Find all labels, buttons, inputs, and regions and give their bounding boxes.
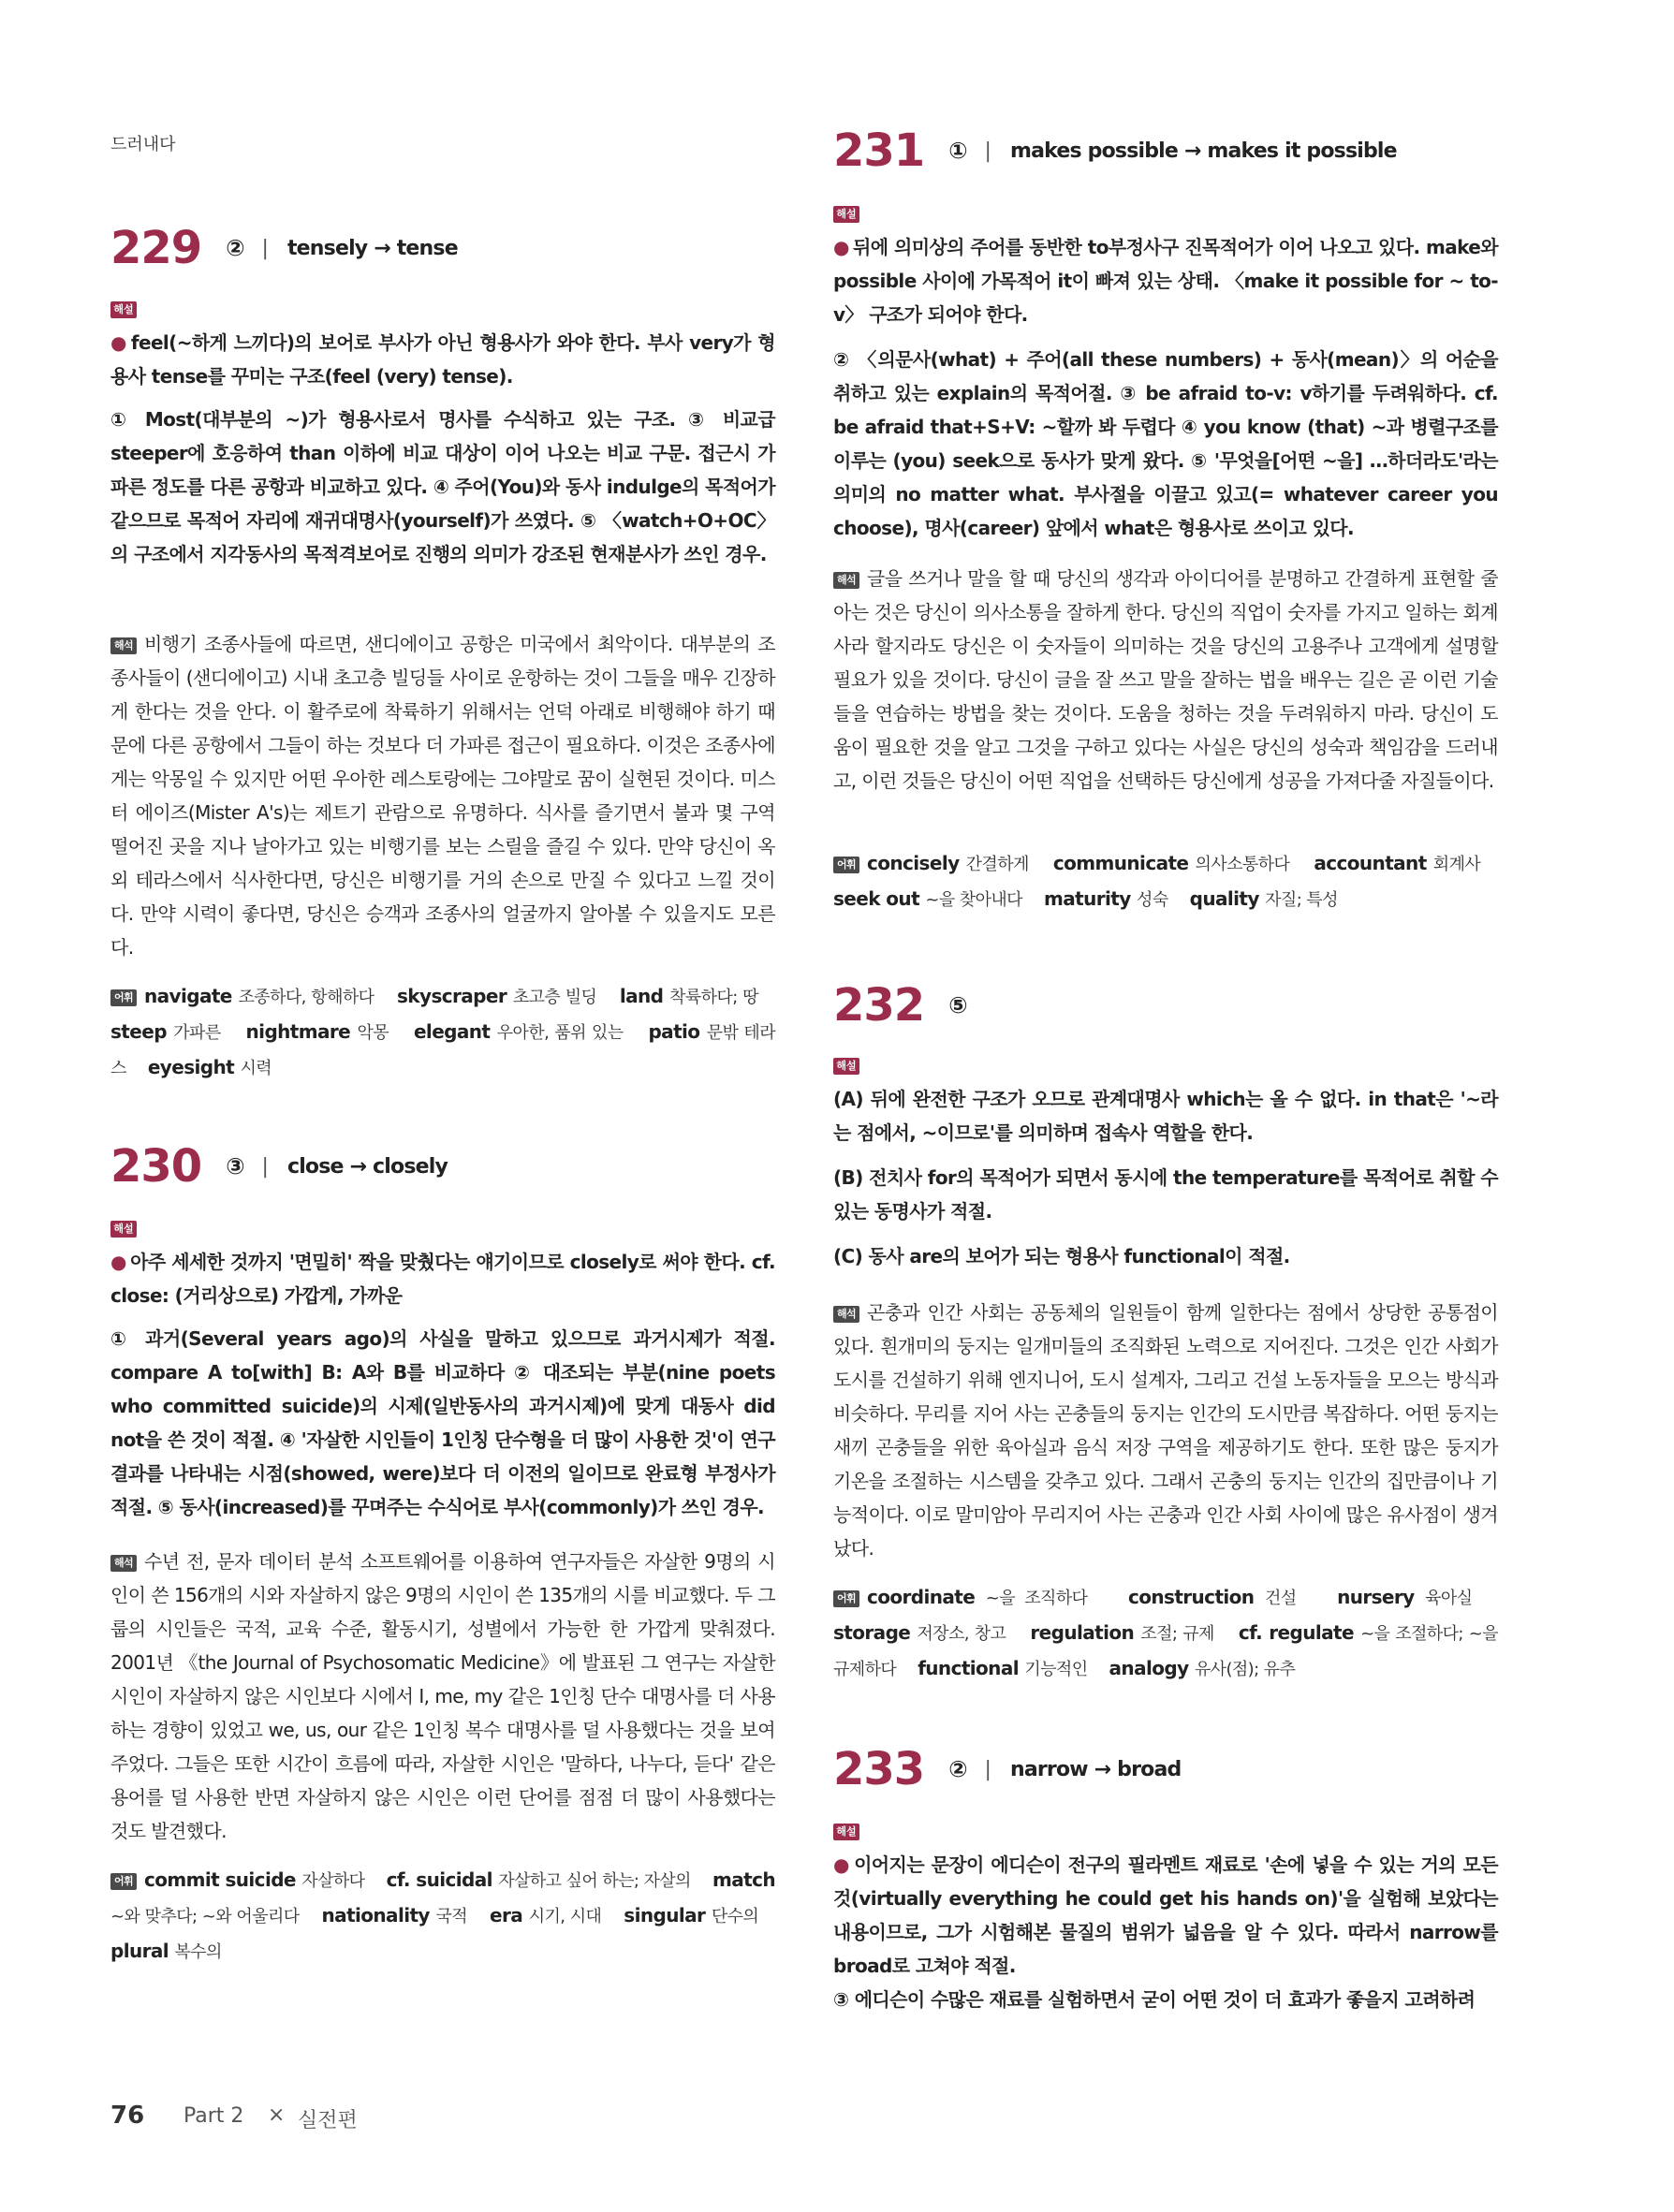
q230-answer: ③ <box>226 1153 245 1179</box>
q232-vocab-tag: 어휘 <box>833 1590 859 1607</box>
vocab-meaning: 건설 <box>1264 1589 1297 1608</box>
q229-trans-text: 비행기 조종사들에 따르면, 샌디에이고 공항은 미국에서 최악이다. 대부분의 조종사들이 (샌디에이고) 시내 초고층 빌딩들 사이로 운항하는 것이 그들을 매우 긴장하게 한다는 것을 안다. 이 활주로에 착륙하기 위해서는 언덕 아래로 비행해야 하기 때문에 다른 공항에서 그들이 하는 것보다 더 가파른 접근이 필요하다. 이것은 조종사에게는 악몽일 수 있지만 어떤 우아한 레스토랑에는 그야말로 꿈이 실현된 것이다. 미스터 에이즈(Mister A's)는 제트기 관람으로 유명하다. 식사를 즐기면서 불과 몇 구역 떨어진 곳을 지나 날아가고 있는 비행기를 보는 스릴을 즐길 수 있다. 만약 당신이 옥외 테라스에서 식사한다면, 당신은 비행기를 거의 손으로 만질 수 있다고 느낄 것이다. 만약 시력이 좋다면, 당신은 승객과 조종사의 얼굴까지 알아볼 수 있을지도 모른다. <box>110 633 775 959</box>
q232-number: 232 <box>833 979 925 1032</box>
vocab-word: commit suicide <box>144 1868 302 1891</box>
vocab-meaning: 우아한, 품위 있는 <box>496 1023 624 1043</box>
footer-section: 실전편 <box>298 2109 358 2132</box>
q233-divider: | <box>984 1757 991 1781</box>
q230-explanation-2: ① 과거(Several years ago)의 사실을 말하고 있으므로 과거시제가 적절. compare A to[with] B: A와 B를 비교하다 ② 대조되는 부분(nine poets who committed suicide)의 시제(일반동사의 과거시제)에 맞게 대동사 did not을 쓴 것이 적절. ④ '자살한 시인들이 1인칭 단수형을 더 많이 사용한 것'이 연구 결과를 나타내는 시점(showed, were)보다 더 이전의 일이므로 완료형 부정사가 적절. ⑤ 동사(increased)를 꾸며주는 수식어로 부사(commonly)가 쓰인 경우. <box>110 1327 775 1518</box>
bullet-dot-icon: ● <box>110 1251 127 1273</box>
q231-trans-tag: 해석 <box>833 572 859 589</box>
q229-correction: tensely → tense <box>286 236 458 260</box>
vocab-word: cf. suicidal <box>386 1868 499 1891</box>
vocab-meaning: 저장소, 창고 <box>917 1624 1006 1644</box>
vocab-word: quality <box>1189 887 1266 910</box>
vocab-meaning: 조절; 규제 <box>1140 1624 1214 1644</box>
q232-vocab <box>833 1580 1498 1687</box>
q232-translation <box>833 1296 1498 1565</box>
q231-haeseol-tag-wrap <box>833 204 859 223</box>
q232-trans-tag: 해석 <box>833 1306 859 1323</box>
q232-c: (C) 동사 are의 보어가 되는 형용사 functional이 적절. <box>833 1245 1290 1267</box>
vocab-meaning: 시기, 시대 <box>528 1907 602 1926</box>
vocab-word: match <box>712 1868 776 1891</box>
q232-vocab-list <box>833 1586 1498 1679</box>
vocab-meaning: 기능적인 <box>1024 1660 1088 1679</box>
bullet-dot-icon: ● <box>833 1853 851 1876</box>
q229-answer: ② <box>226 235 245 261</box>
top-label: 드러내다 <box>110 135 176 154</box>
vocab-meaning: 자살하다 <box>301 1871 365 1891</box>
vocab-meaning: 회계사 <box>1432 855 1481 874</box>
q229-vocab-tag: 어휘 <box>110 989 137 1006</box>
q229-haeseol-tag-wrap <box>110 300 137 318</box>
q233-explanation-1 <box>833 1848 1498 1983</box>
q230-exp1-text: 아주 세세한 것까지 '면밀히' 짝을 맞췄다는 얘기이므로 closely로 써야 한다. cf. close: (거리상으로) 가깝게, 가까운 <box>110 1251 775 1307</box>
q231-exp1-text: 뒤에 의미상의 주어를 동반한 to부정사구 진목적어가 이어 나오고 있다. make와 possible 사이에 가목적어 it이 빠져 있는 상태. 〈make it possible for ~ to-v〉 구조가 되어야 한다. <box>833 236 1498 326</box>
vocab-meaning: 자살하고 싶어 하는; 자살의 <box>498 1871 691 1891</box>
vocab-meaning: ~을 조직하다 <box>985 1589 1088 1608</box>
vocab-meaning: 육아실 <box>1425 1589 1473 1608</box>
q230-vocab-tag: 어휘 <box>110 1873 137 1890</box>
q230-haeseol-tag-wrap <box>110 1219 137 1238</box>
q233-number: 233 <box>833 1743 925 1795</box>
q231-answer: ① <box>948 138 968 164</box>
q230-trans-text: 수년 전, 문자 데이터 분석 소프트웨어를 이용하여 연구자들은 자살한 9명의 시인이 쓴 156개의 시와 자살하지 않은 9명의 시인이 쓴 135개의 시를 비교했다. 두 그룹의 시인들은 국적, 교육 수준, 활동시기, 성별에서 가능한 한 가깝게 맞춰졌다. 2001년 《the Journal of Psychosomatic Medicine》에 발표된 그 연구는 자살한 시인이 자살하지 않은 시인보다 시에서 I, me, my 같은 1인칭 단수 대명사를 더 사용하는 경향이 있었고 we, us, our 같은 1인칭 복수 대명사를 덜 사용했다는 것을 보여주었다. 그들은 또한 시간이 흐름에 따라, 자살한 시인은 '말하다, 나누다, 듣다' 같은 용어를 덜 사용한 반면 자살하지 않은 시인은 이런 단어를 점점 더 많이 사용했다는 것도 발견했다. <box>110 1550 775 1842</box>
vocab-word: eyesight <box>147 1056 241 1078</box>
vocab-word: nursery <box>1337 1586 1426 1608</box>
vocab-meaning: 문밖 테라스 <box>110 1023 776 1078</box>
vocab-word: coordinate <box>867 1586 986 1608</box>
vocab-word: patio <box>648 1020 707 1043</box>
vocab-meaning: 의사소통하다 <box>1195 855 1290 874</box>
q231-explanation-2: ② 〈의문사(what) + 주어(all these numbers) + 동사(mean)〉의 어순을 취하고 있는 explain의 목적어절. ③ be afraid to-v: v하기를 두려워하다. cf. be afraid that+S+V: ~할까 봐 두렵다 ④ you know (that) ~과 병렬구조를 이루는 (you) seek으로 동사가 맞게 왔다. ⑤ '무엇을[어떤 ~을] …하더라도'라는 의미의 no matter what. 부사절을 이끌고 있고(= whatever career you choose), 명사(career) 앞에서 what은 형용사로 쓰이고 있다. <box>833 348 1498 539</box>
q229-translation <box>110 627 775 964</box>
q230-header <box>110 1140 448 1193</box>
q230-vocab <box>110 1863 775 1970</box>
vocab-meaning: 국적 <box>435 1907 468 1926</box>
vocab-meaning: ~을 찾아내다 <box>925 890 1022 910</box>
q231-trans-text: 글을 쓰거나 말을 할 때 당신의 생각과 아이디어를 분명하고 간결하게 표현할 줄 아는 것은 당신이 의사소통을 잘하게 한다. 당신의 직업이 숫자를 가지고 일하는 회계사라 할지라도 당신은 이 숫자들이 의미하는 것을 당신의 고용주나 고객에게 설명할 필요가 있을 것이다. 당신이 글을 잘 쓰고 말을 잘하는 법을 배우는 길은 곧 이런 기술들을 연습하는 방법을 찾는 것이다. 도움을 청하는 것을 두려워하지 마라. 당신이 도움이 필요한 것을 알고 그것을 구하고 있다는 사실은 당신의 성숙과 책임감을 드러내고, 이런 것들은 당신이 어떤 직업을 선택하든 당신에게 성공을 가져다줄 자질들이다. <box>833 567 1498 792</box>
q229-trans-tag: 해석 <box>110 637 137 654</box>
vocab-word: functional <box>918 1657 1025 1679</box>
q229-exp1-text: feel(~하게 느끼다)의 보어로 부사가 아닌 형용사가 와야 한다. 부사 very가 형용사 tense를 꾸미는 구조(feel (very) tense). <box>110 331 775 388</box>
q231-correction: makes possible → makes it possible <box>1009 139 1397 163</box>
q233-answer: ② <box>948 1756 968 1782</box>
q230-translation <box>110 1545 775 1848</box>
q232-trans-text: 곤충과 인간 사회는 공동체의 일원들이 함께 일한다는 점에서 상당한 공통점이 있다. 흰개미의 둥지는 일개미들의 조직화된 노력으로 지어진다. 그것은 인간 사회가 도시를 건설하기 위해 엔지니어, 도시 설계자, 그리고 건설 노동자들을 모으는 방식과 비슷하다. 무리를 지어 사는 곤충들의 둥지는 인간의 도시만큼 복잡하다. 어떤 둥지는 새끼 곤충들을 위한 육아실과 음식 저장 구역을 제공하기도 한다. 또한 많은 둥지가 기온을 조절하는 시스템을 갖추고 있다. 그래서 곤충의 둥지는 인간의 집만큼이나 기능적이다. 이로 말미암아 무리지어 사는 곤충과 인간 사회 사이에 많은 유사점이 생겨났다. <box>833 1301 1498 1560</box>
vocab-word: navigate <box>144 985 239 1007</box>
q230-number: 230 <box>110 1140 202 1193</box>
vocab-word: elegant <box>413 1020 497 1043</box>
q229-header <box>110 222 458 274</box>
vocab-meaning: 간결하게 <box>965 855 1029 874</box>
vocab-word: seek out <box>833 887 926 910</box>
bullet-dot-icon: ● <box>833 236 850 258</box>
q230-haeseol-tag: 해설 <box>110 1221 137 1238</box>
vocab-meaning: 착륙하다; 땅 <box>669 988 759 1007</box>
vocab-meaning: 가파른 <box>173 1023 221 1043</box>
bullet-dot-icon: ● <box>110 331 127 354</box>
q233-explanation-2: ③ 에디슨이 수많은 재료를 실험하면서 굳이 어떤 것이 더 효과가 좋을지 고려하려 <box>833 1988 1476 2011</box>
q229-divider: | <box>261 236 269 260</box>
q231-explanation-1 <box>833 230 1498 331</box>
q230-correction: close → closely <box>286 1154 448 1179</box>
vocab-word: storage <box>833 1621 918 1644</box>
q232-haeseol-tag-wrap <box>833 1056 859 1075</box>
vocab-meaning: 악몽 <box>357 1023 389 1043</box>
vocab-word: steep <box>110 1020 174 1043</box>
vocab-meaning: 초고층 빌딩 <box>512 988 597 1007</box>
vocab-word: singular <box>624 1904 712 1926</box>
vocab-word: analogy <box>1109 1657 1195 1679</box>
q233-exp1-text: 이어지는 문장이 에디슨이 전구의 필라멘트 재료로 '손에 넣을 수 있는 거의 모든 것(virtually everything he could get his hands on)'을 실험해 보았다는 내용이므로, 그가 시험해본 물질의 범위가 넓음을 알 수 있다. 따라서 narrow를 broad로 고쳐야 적절. <box>833 1853 1498 1977</box>
vocab-meaning: 단수의 <box>711 1907 759 1926</box>
vocab-word: cf. regulate <box>1238 1621 1361 1644</box>
vocab-word: land <box>619 985 670 1007</box>
footer-separator: × <box>268 2103 286 2127</box>
vocab-word: skyscraper <box>397 985 513 1007</box>
q230-divider: | <box>261 1154 269 1179</box>
q231-divider: | <box>984 139 991 163</box>
vocab-meaning: 시력 <box>240 1059 272 1078</box>
q229-number: 229 <box>110 222 202 274</box>
q230-vocab-list <box>110 1868 775 1962</box>
q229-explanation-1 <box>110 326 775 393</box>
q229-vocab-list <box>110 985 775 1078</box>
vocab-word: communicate <box>1052 852 1196 874</box>
vocab-meaning: 유사(점); 유추 <box>1194 1660 1296 1679</box>
q229-haeseol-tag: 해설 <box>110 301 137 318</box>
q231-translation <box>833 562 1498 798</box>
q231-vocab <box>833 846 1498 917</box>
q232-header <box>833 979 968 1032</box>
q231-number: 231 <box>833 125 925 177</box>
q231-haeseol-tag: 해설 <box>833 206 859 223</box>
vocab-word: concisely <box>867 852 966 874</box>
q233-haeseol-tag: 해설 <box>833 1824 859 1840</box>
q233-correction: narrow → broad <box>1009 1757 1182 1781</box>
vocab-word: construction <box>1127 1586 1265 1608</box>
vocab-meaning: 성숙 <box>1137 890 1168 910</box>
vocab-word: maturity <box>1043 887 1137 910</box>
vocab-meaning: 복수의 <box>174 1942 222 1962</box>
page-number: 76 <box>110 2102 145 2130</box>
q231-vocab-tag: 어휘 <box>833 857 859 873</box>
vocab-word: nationality <box>321 1904 436 1926</box>
q231-header <box>833 125 1397 177</box>
q232-a: (A) 뒤에 완전한 구조가 오므로 관계대명사 which는 올 수 없다. in that은 '~라는 점에서, ~이므로'를 의미하며 접속사 역할을 한다. <box>833 1088 1498 1144</box>
vocab-meaning: ~와 맞추다; ~와 어울리다 <box>110 1907 300 1926</box>
vocab-word: plural <box>110 1940 175 1962</box>
vocab-word: nightmare <box>245 1020 358 1043</box>
q233-haeseol-tag-wrap <box>833 1822 859 1840</box>
vocab-meaning: ~을 조절하다; ~을 규제하다 <box>833 1624 1499 1679</box>
vocab-word: era <box>490 1904 529 1926</box>
q232-haeseol-tag: 해설 <box>833 1058 859 1075</box>
footer-part: Part 2 <box>184 2104 244 2128</box>
q229-explanation-2: ① Most(대부분의 ~)가 형용사로서 명사를 수식하고 있는 구조. ③ 비교급 steeper에 호응하여 than 이하에 비교 대상이 이어 나오는 비교 구문. 접근시 가파른 정도를 다른 공항과 비교하고 있다. ④ 주어(You)와 동사 indulge의 목적어가 같으므로 목적어 자리에 재귀대명사(yourself)가 쓰였다. ⑤ 〈watch+O+OC〉의 구조에서 지각동사의 목적격보어로 진행의 의미가 강조된 현재분사가 쓰인 경우. <box>110 408 775 565</box>
q233-header <box>833 1743 1181 1795</box>
q230-explanation-1 <box>110 1245 775 1312</box>
q232-b: (B) 전치사 for의 목적어가 되면서 동시에 the temperature를 목적어로 취할 수 있는 동명사가 적절. <box>833 1166 1498 1223</box>
q229-vocab <box>110 979 775 1086</box>
q230-trans-tag: 해석 <box>110 1555 137 1572</box>
q232-answer: ⑤ <box>948 992 968 1018</box>
q231-vocab-list <box>833 852 1498 910</box>
vocab-meaning: 자질; 특성 <box>1265 890 1338 910</box>
vocab-word: regulation <box>1030 1621 1141 1644</box>
vocab-word: accountant <box>1314 852 1433 874</box>
vocab-meaning: 조종하다, 항해하다 <box>238 988 374 1007</box>
